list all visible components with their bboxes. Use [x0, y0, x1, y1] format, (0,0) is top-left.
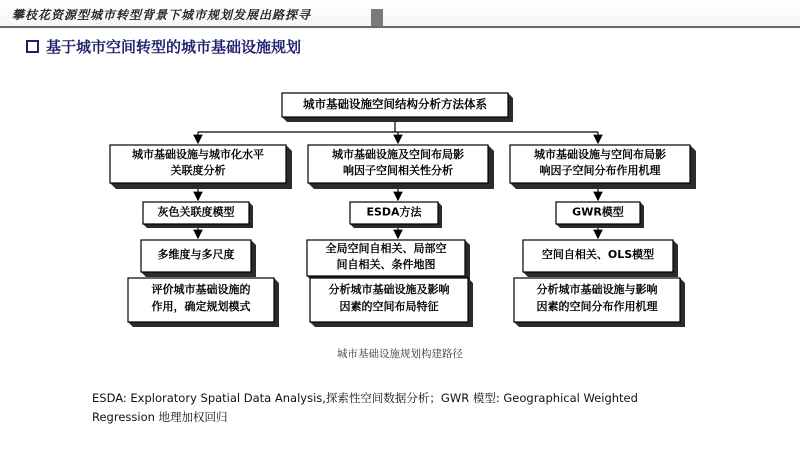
- diagram-caption: 城市基础设施规划构建路径: [337, 348, 463, 360]
- column-1-result-box: [128, 278, 279, 327]
- column-2-result-box-text-line: 因素的空间布局特征: [339, 300, 439, 313]
- column-3-analysis-box: [510, 145, 696, 189]
- column-3-result-box-text-line: 因素的空间分布作用机理: [536, 300, 658, 313]
- column-1-detail-box-text-line: 多维度与多尺度: [157, 248, 235, 261]
- column-1-result-box-text-line: 评价城市基础设施的: [151, 283, 251, 296]
- column-3-analysis-box-text-line: 城市基础设施与空间布局影: [534, 148, 666, 161]
- column-1-result-box-text-line: 作用，确定规划模式: [151, 300, 251, 313]
- column-2-method-box-text-line: ESDA方法: [366, 205, 422, 219]
- column-2-analysis-box-text-line: 城市基础设施及空间布局影: [332, 148, 464, 161]
- column-2-detail-box-text-line: 间自相关、条件地图: [336, 258, 436, 271]
- column-1-detail-box: [141, 240, 256, 277]
- column-1-method-box-text-line: 灰色关联度模型: [157, 205, 235, 219]
- header-title: 攀枝花资源型城市转型背景下城市规划发展出路探寻: [12, 8, 312, 22]
- column-1-analysis-box-text-line: 关联度分析: [170, 164, 226, 177]
- root-box-text-line: 城市基础设施空间结构分析方法体系: [303, 96, 487, 111]
- footnote-line-2: Regression 地理加权回归: [92, 410, 228, 424]
- footnote: [92, 389, 732, 427]
- column-2-result-box: [310, 278, 473, 327]
- column-3-detail-box-text-line: 空间自相关、OLS模型: [541, 248, 655, 261]
- column-2-analysis-box-text-line: 响因子空间相关性分析: [343, 164, 453, 177]
- column-2-detail-box: [307, 240, 470, 281]
- column-1-analysis-box: [110, 145, 292, 189]
- column-2-analysis-box: [308, 145, 494, 189]
- slide-heading: 基于城市空间转型的城市基础设施规划: [46, 38, 302, 56]
- column-3-result-box-text-line: 分析城市基础设施与影响: [536, 283, 658, 296]
- column-2-detail-box-text-line: 全局空间自相关、局部空: [325, 242, 447, 255]
- column-3-detail-box: [523, 240, 678, 277]
- root-box: [282, 93, 513, 122]
- column-3-method-box-text-line: GWR模型: [572, 205, 624, 219]
- diagram-boxes: [110, 93, 696, 327]
- column-1-method-box: [143, 202, 253, 228]
- column-3-analysis-box-text-line: 响因子空间分布作用机理: [539, 164, 661, 177]
- column-2-result-box-text-line: 分析城市基础设施及影响: [328, 283, 450, 296]
- column-3-result-box: [514, 278, 685, 327]
- footnote-line-1: ESDA: Exploratory Spatial Data Analysis,探索性空间数据分析；GWR 模型: Geographical Weighted: [92, 391, 638, 405]
- column-1-analysis-box-text-line: 城市基础设施与城市化水平: [132, 148, 264, 161]
- column-3-method-box: [556, 202, 644, 228]
- column-2-method-box: [350, 202, 442, 228]
